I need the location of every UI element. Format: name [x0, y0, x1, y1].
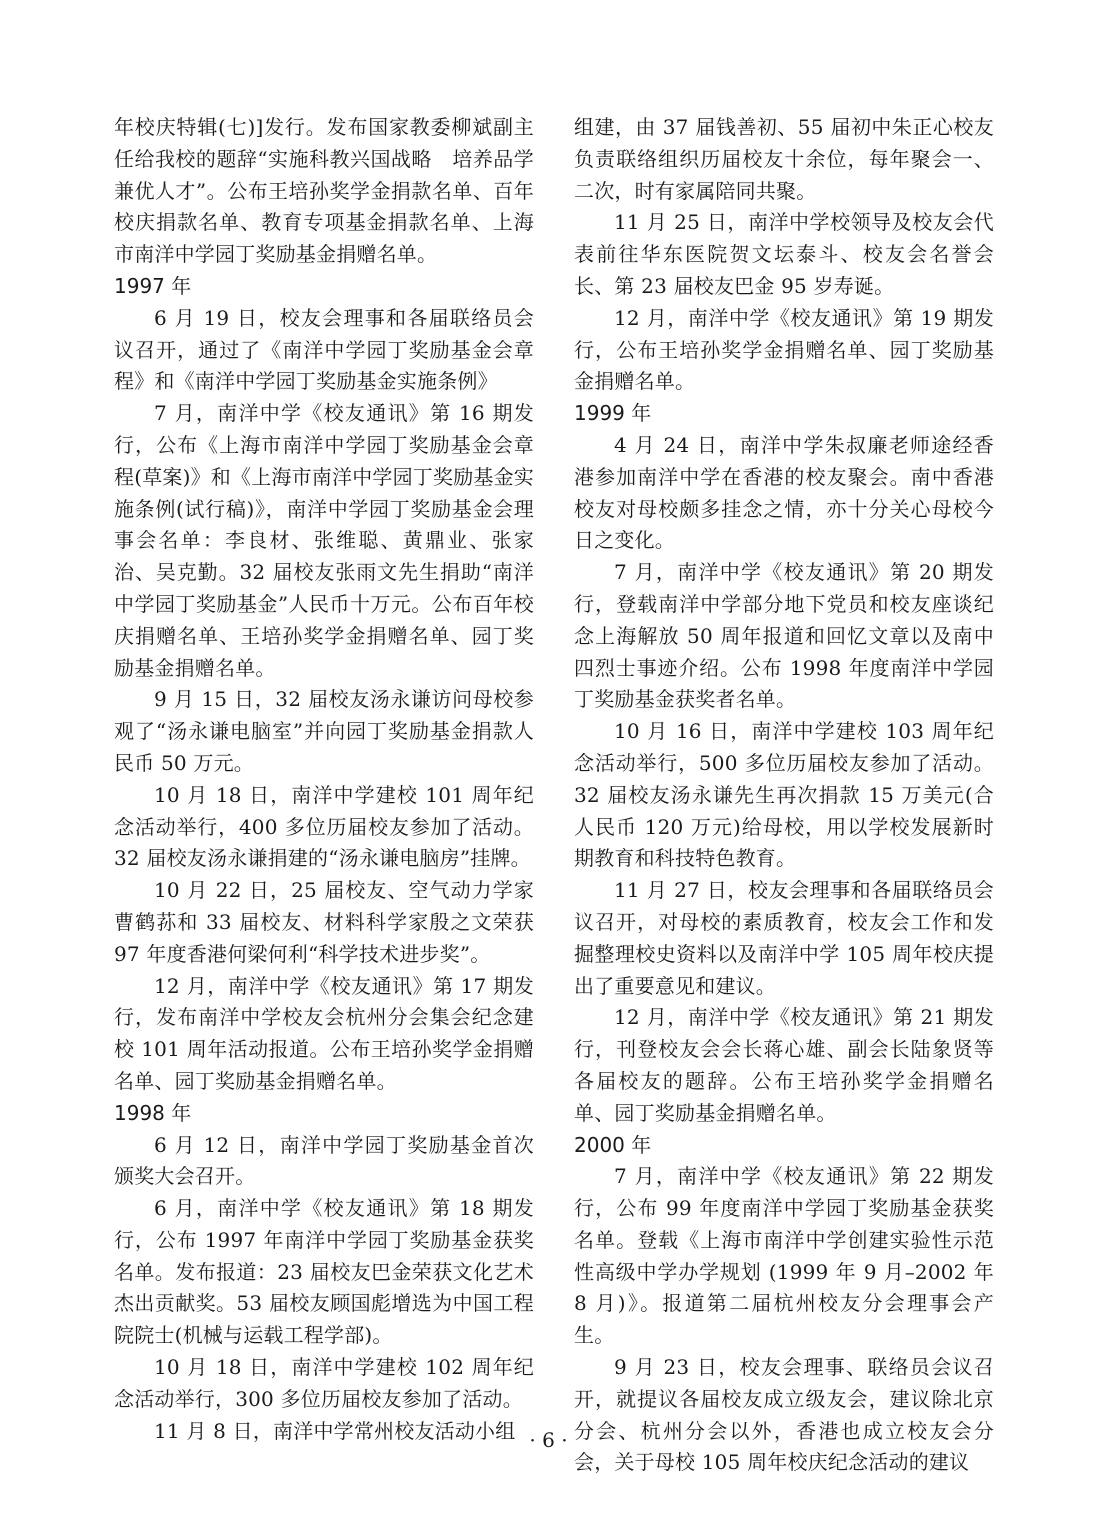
paragraph: 10 月 18 日，南洋中学建校 101 周年纪念活动举行，400 多位历届校友参加了活动。32 届校友汤永谦捐建的“汤永谦电脑房”挂牌。: [114, 782, 534, 871]
paragraph: 11 月 27 日，校友会理事和各届联络员会议召开，对母校的素质教育，校友会工作和发掘整理校史资料以及南洋中学 105 周年校庆提出了重要意见和建议。: [574, 878, 994, 998]
left-column: [114, 112, 535, 1443]
paragraph: 9 月 15 日，32 届校友汤永谦访问母校参观了“汤永谦电脑室”并向园丁奖励基金捐款人民币 50 万元。: [114, 687, 534, 775]
paragraph: 7 月，南洋中学《校友通讯》第 22 期发行，公布 99 年度南洋中学园丁奖励基金获奖名单。登载《上海市南洋中学创建实验性示范性高级中学办学规划 (1999 年 9 月–2002 年 8 月)》。报道第二届杭州校友分会理事会产生。: [574, 1164, 994, 1348]
paragraph: 7 月，南洋中学《校友通讯》第 20 期发行，登载南洋中学部分地下党员和校友座谈纪念上海解放 50 周年报道和回忆文章以及南中四烈士事迹介绍。公布 1998 年度南洋中学园丁奖励基金获奖者名单。: [574, 560, 994, 712]
paragraph-continued: 组建，由 37 届钱善初、55 届初中朱正心校友负责联络组织历届校友十余位，每年聚会一、二次，时有家属陪同共聚。: [574, 115, 994, 203]
year-heading-1999: 1999 年: [574, 401, 652, 426]
year-heading-1997: 1997 年: [114, 273, 192, 298]
paragraph: 11 月 8 日，南洋中学常州校友活动小组: [154, 1418, 516, 1443]
paragraph: 9 月 23 日，校友会理事、联络员会议召开，就提议各届校友成立级友会，建议除北京分会、杭州分会以外，香港也成立校友会分会，关于母校 105 周年校庆纪念活动的建议: [574, 1355, 994, 1475]
page-number: · 6 ·: [529, 1428, 568, 1452]
paragraph: 6 月 19 日，校友会理事和各届联络员会议召开，通过了《南洋中学园丁奖励基金会章程》和《南洋中学园丁奖励基金实施条例》: [114, 305, 534, 394]
paragraph: 12 月，南洋中学《校友通讯》第 21 期发行，刊登校友会会长蒋心雄、副会长陆象贤等各届校友的题辞。公布王培孙奖学金捐赠名单、园丁奖励基金捐赠名单。: [574, 1005, 994, 1125]
right-column: [574, 112, 994, 1475]
paragraph: 12 月，南洋中学《校友通讯》第 19 期发行，公布王培孙奖学金捐赠名单、园丁奖励基金捐赠名单。: [574, 305, 994, 394]
year-heading-2000: 2000 年: [574, 1132, 652, 1157]
paragraph: 7 月，南洋中学《校友通讯》第 16 期发行，公布《上海市南洋中学园丁奖励基金会章程(草案)》和《上海市南洋中学园丁奖励基金实施条例(试行稿)》，南洋中学园丁奖励基金会理事会名单：李良材、张维聪、黄鼎业、张家治、吴克勤。32 届校友张雨文先生捐助“南洋中学园丁奖励基金”人民币十万元。公布百年校庆捐赠名单、王培孙奖学金捐赠名单、园丁奖励基金捐赠名单。: [114, 401, 535, 680]
paragraph: 10 月 22 日，25 届校友、空气动力学家曹鹤荪和 33 届校友、材料科学家殷之文荣获 97 年度香港何梁何利“科学技术进步奖”。: [114, 878, 534, 966]
paragraph: 6 月 12 日，南洋中学园丁奖励基金首次颁奖大会召开。: [114, 1132, 534, 1189]
paragraph: 10 月 16 日，南洋中学建校 103 周年纪念活动举行，500 多位历届校友参加了活动。32 届校友汤永谦先生再次捐款 15 万美元(合人民币 120 万元)给母校，用以学校发展新时期教育和科技特色教育。: [574, 719, 994, 871]
paragraph: 4 月 24 日，南洋中学朱叔廉老师途经香港参加南洋中学在香港的校友聚会。南中香港校友对母校颇多挂念之情，亦十分关心母校今日之变化。: [574, 432, 994, 553]
paragraph: 11 月 25 日，南洋中学校领导及校友会代表前往华东医院贺文坛泰斗、校友会名誉会长、第 23 届校友巴金 95 岁寿诞。: [574, 210, 994, 298]
document-page: [114, 112, 994, 1475]
paragraph: 12 月，南洋中学《校友通讯》第 17 期发行，发布南洋中学校友会杭州分会集会纪念建校 101 周年活动报道。公布王培孙奖学金捐赠名单、园丁奖励基金捐赠名单。: [114, 973, 534, 1093]
year-heading-1998: 1998 年: [114, 1100, 192, 1125]
paragraph-continued: 年校庆特辑(七)]发行。发布国家教委柳斌副主任给我校的题辞“实施科教兴国战略 培养品学兼优人才”。公布王培孙奖学金捐款名单、百年校庆捐款名单、教育专项基金捐款名单、上海市南洋中学园丁奖励基金捐赠名单。: [114, 115, 534, 267]
paragraph: 10 月 18 日，南洋中学建校 102 周年纪念活动举行，300 多位历届校友参加了活动。: [114, 1355, 534, 1411]
paragraph: 6 月，南洋中学《校友通讯》第 18 期发行，公布 1997 年南洋中学园丁奖励基金获奖名单。发布报道：23 届校友巴金荣获文化艺术杰出贡献奖。53 届校友顾国彪增选为中国工程院院士(机械与运载工程学部)。: [114, 1196, 534, 1348]
